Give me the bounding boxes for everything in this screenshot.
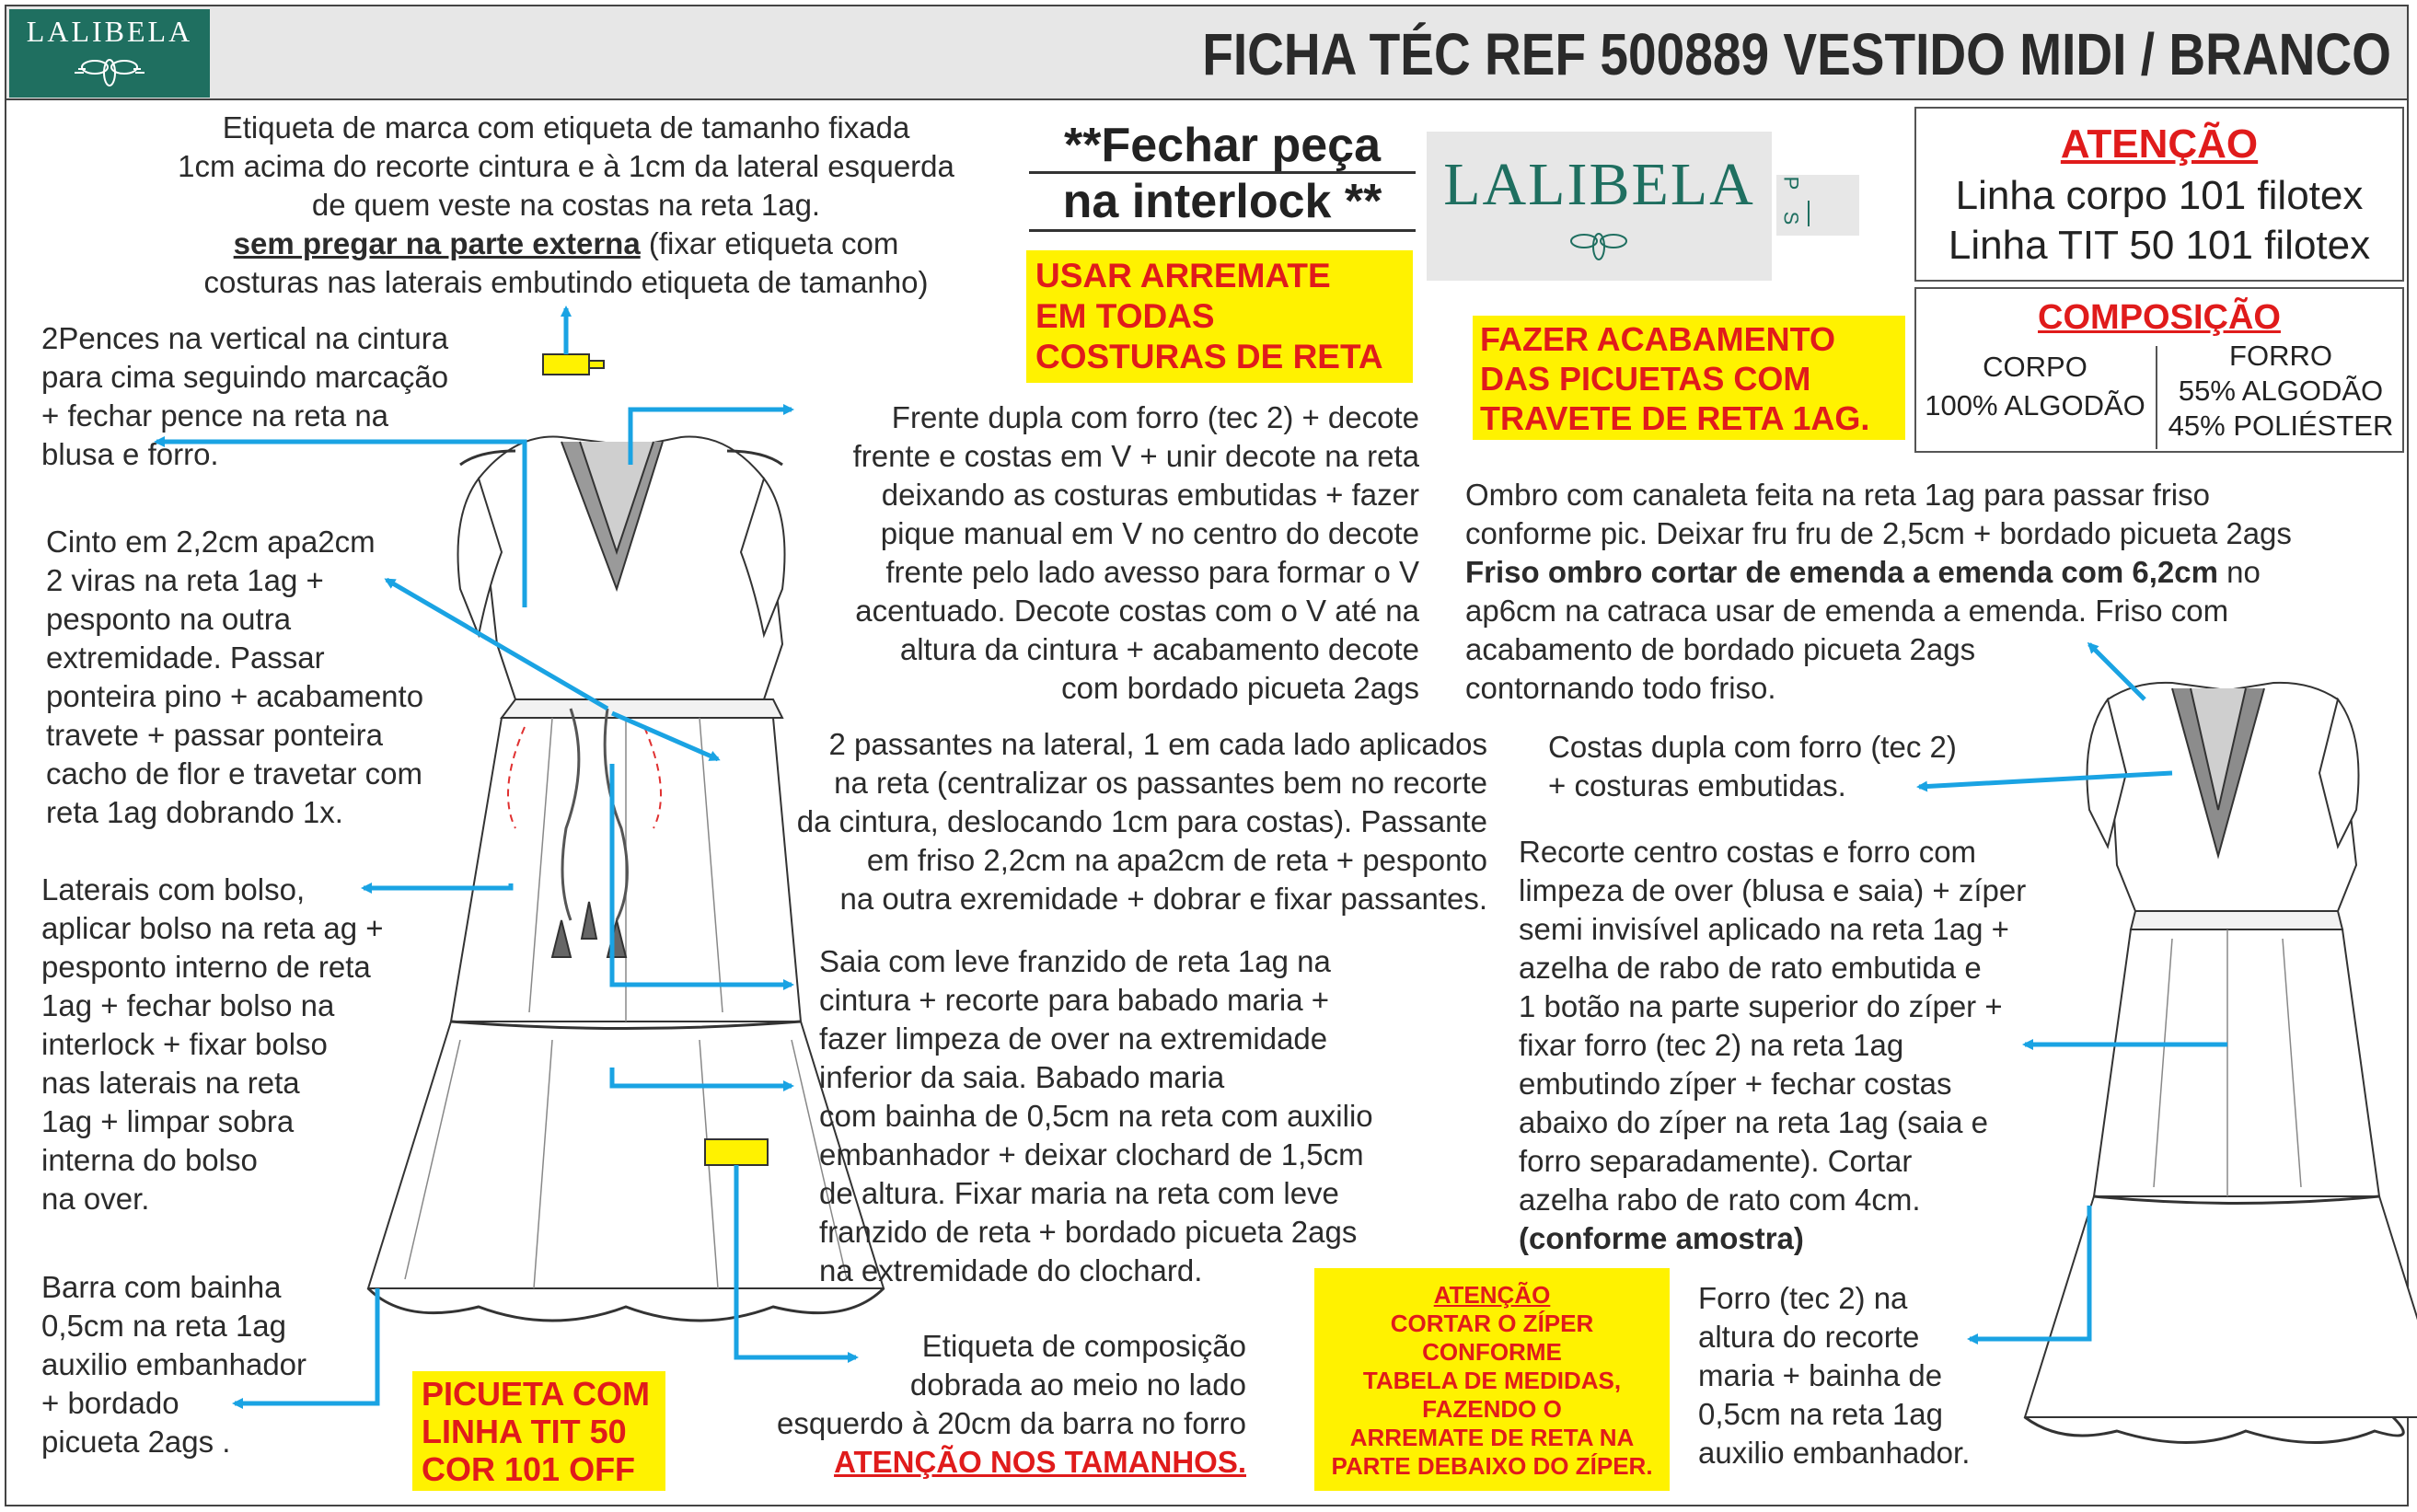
notice-line: PARTE DEBAIXO DO ZÍPER.: [1331, 1452, 1653, 1480]
note-line: extremidade. Passar: [46, 641, 325, 675]
note-etiqueta-composicao: [700, 1327, 1246, 1482]
interlock-line1: **Fechar peça: [1029, 120, 1416, 174]
note-line: deixando as costuras embutidas + fazer: [881, 478, 1419, 512]
note-line: fazer limpeza de over na extremidade: [819, 1021, 1328, 1056]
composition-forro: [2159, 339, 2402, 444]
note-line: frente e costas em V + unir decote na reta: [852, 439, 1419, 473]
page-title: FICHA TÉC REF 500889 VESTIDO MIDI / BRANCO: [1202, 21, 2391, 87]
bee-icon: [1427, 224, 1772, 279]
note-line: 0,5cm na reta 1ag: [41, 1309, 286, 1343]
size-tag-s: S: [1779, 211, 1803, 225]
note-line: limpeza de over (blusa e saia) + zíper: [1519, 873, 2027, 907]
notice-line: FAZER ACABAMENTO: [1480, 320, 1835, 358]
note-line: embanhador + deixar clochard de 1,5cm: [819, 1137, 1364, 1172]
center-logo-text: LALIBELA: [1443, 151, 1755, 218]
note-forro: [1698, 1279, 1970, 1472]
composition-title: COMPOSIÇÃO: [2038, 298, 2281, 337]
corpo-label: CORPO: [1983, 351, 2087, 383]
note-line: reta 1ag dobrando 1x.: [46, 795, 343, 829]
note-line: de altura. Fixar maria na reta com leve: [819, 1176, 1339, 1210]
note-pences: [41, 319, 448, 474]
note-line: Recorte centro costas e forro com: [1519, 835, 1977, 869]
note-line: interlock + fixar bolso: [41, 1027, 328, 1061]
brand-label-swatch: [543, 354, 589, 375]
forro-label: FORRO: [2229, 340, 2332, 372]
notice-line: COSTURAS DE RETA: [1035, 338, 1383, 375]
notice-line: TRAVETE DE RETA 1AG.: [1480, 399, 1870, 437]
notice-line: TABELA DE MEDIDAS,: [1362, 1367, 1622, 1394]
note-line: azelha rabo de rato com 4cm.: [1519, 1183, 1921, 1217]
note-line: Frente dupla com forro (tec 2) + decote: [891, 400, 1419, 434]
zipper-warning: [1314, 1268, 1670, 1491]
center-logo: [1427, 132, 1772, 281]
size-tag-p: P: [1779, 176, 1803, 190]
note-line: travete + passar ponteira: [46, 718, 383, 752]
note-line: forro separadamente). Cortar: [1519, 1144, 1913, 1178]
note-line: fixar forro (tec 2) na reta 1ag: [1519, 1028, 1904, 1062]
note-line: acabamento de bordado picueta 2ags: [1465, 632, 1976, 666]
note-line: inferior da saia. Babado maria: [819, 1060, 1225, 1094]
note-line: nas laterais na reta: [41, 1066, 300, 1100]
note-line: contornando todo friso.: [1465, 671, 1776, 705]
attention-title: ATENÇÃO: [2060, 121, 2259, 167]
note-line: abaixo do zíper na reta 1ag (saia e: [1519, 1105, 1989, 1139]
size-warning: ATENÇÃO NOS TAMANHOS.: [834, 1445, 1246, 1479]
note-line: semi invisível aplicado na reta 1ag +: [1519, 912, 2009, 946]
note-line: acentuado. Decote costas com o V até na: [855, 594, 1419, 628]
attention-box: [1914, 107, 2404, 282]
notice-line: ATENÇÃO: [1433, 1281, 1551, 1309]
note-line: na reta (centralizar os passantes bem no recorte: [834, 766, 1487, 800]
note-line: Saia com leve franzido de reta 1ag na: [819, 944, 1331, 978]
composition-divider: [2156, 346, 2157, 449]
note-line: Barra com bainha: [41, 1270, 282, 1304]
note-line: cacho de flor e travetar com: [46, 756, 423, 791]
note-line: dobrada ao meio no lado: [909, 1368, 1246, 1402]
note-line: costuras nas laterais embutindo etiqueta de tamanho): [203, 265, 929, 299]
size-tag: [1776, 175, 1859, 236]
note-line: aplicar bolso na reta ag +: [41, 911, 384, 945]
note-line: Laterais com bolso,: [41, 872, 306, 906]
note-line: de quem veste na costas na reta 1ag.: [311, 188, 821, 222]
note-laterais: [41, 871, 384, 1218]
note-line: picueta 2ags .: [41, 1425, 231, 1459]
note-line: 1 botão na parte superior do zíper +: [1519, 989, 2003, 1023]
note-line: altura do recorte: [1698, 1320, 1920, 1354]
note-frente: [764, 398, 1419, 708]
composition-box: [1914, 287, 2404, 453]
notice-line: EM TODAS: [1035, 297, 1215, 335]
note-line: na over.: [41, 1182, 150, 1216]
forro-value: 55% ALGODÃO: [2178, 375, 2384, 407]
size-tag-divider: [1808, 201, 1810, 226]
note-line: Cinto em 2,2cm apa2cm: [46, 525, 376, 559]
note-bold: Friso ombro cortar de emenda a emenda com 6,2cm: [1465, 555, 2218, 589]
attention-line: Linha TIT 50 101 filotex: [1948, 223, 2371, 268]
note-line: ap6cm na catraca usar de emenda a emenda. Friso com: [1465, 594, 2229, 628]
note-line: em friso 2,2cm na apa2cm de reta + pesponto: [866, 843, 1487, 877]
notice-line: FAZENDO O: [1422, 1395, 1562, 1423]
note-line: (conforme amostra): [1519, 1221, 1804, 1255]
forro-value: 45% POLIÉSTER: [2168, 410, 2394, 442]
note-line: interna do bolso: [41, 1143, 258, 1177]
note-line: + costuras embutidas.: [1548, 768, 1846, 802]
note-cinto: [46, 523, 423, 832]
note-line: auxilio embanhador: [41, 1347, 307, 1381]
note-line: com bainha de 0,5cm na reta com auxilio: [819, 1099, 1373, 1133]
notice-line: CONFORME: [1422, 1338, 1562, 1366]
note-line: na extremidade do clochard.: [819, 1253, 1203, 1287]
note-line: 0,5cm na reta 1ag: [1698, 1397, 1943, 1431]
attention-line: Linha corpo 101 filotex: [1955, 173, 2364, 218]
note-barra: [41, 1268, 306, 1461]
note-brand-label: [138, 109, 994, 302]
note-saia: [819, 942, 1373, 1290]
note-text: (fixar etiqueta com: [640, 226, 899, 260]
note-ombro: [1465, 476, 2292, 708]
note-line: Costas dupla com forro (tec 2): [1548, 730, 1957, 764]
note-bold: sem pregar na parte externa: [233, 226, 641, 260]
note-text: no: [2217, 555, 2261, 589]
note-passantes: [700, 725, 1487, 918]
note-line: azelha de rabo de rato embutida e: [1519, 951, 1982, 985]
note-line: para cima seguindo marcação: [41, 360, 449, 394]
notice-line: LINHA TIT 50: [422, 1413, 627, 1450]
note-line: ponteira pino + acabamento: [46, 679, 424, 713]
note-line: 1cm acima do recorte cintura e à 1cm da lateral esquerda: [178, 149, 954, 183]
note-line: pesponto interno de reta: [41, 950, 371, 984]
logo-text: LALIBELA: [26, 15, 193, 48]
note-line: auxilio embanhador.: [1698, 1436, 1971, 1470]
note-line: pesponto na outra: [46, 602, 292, 636]
note-line: 2 viras na reta 1ag +: [46, 563, 324, 597]
note-line: Etiqueta de composição: [921, 1329, 1246, 1363]
note-recorte: [1519, 833, 2026, 1258]
notice-line: USAR ARREMATE: [1035, 257, 1331, 294]
note-line: Forro (tec 2) na: [1698, 1281, 1908, 1315]
note-line: da cintura, deslocando 1cm para costas). Passante: [796, 804, 1487, 838]
notice-line: CORTAR O ZÍPER: [1390, 1310, 1594, 1337]
note-line: cintura + recorte para babado maria +: [819, 983, 1329, 1017]
note-line: com bordado picueta 2ags: [1061, 671, 1419, 705]
note-line: maria + bainha de: [1698, 1358, 1943, 1392]
interlock-notice: [1029, 120, 1416, 232]
note-line: esquerdo à 20cm da barra no forro: [777, 1406, 1246, 1440]
note-line: + fechar pence na reta na: [41, 398, 389, 433]
note-line: 1ag + fechar bolso na: [41, 988, 335, 1022]
note-line: embutindo zíper + fechar costas: [1519, 1067, 1952, 1101]
note-line: 1ag + limpar sobra: [41, 1104, 295, 1138]
notice-line: COR 101 OFF: [422, 1450, 636, 1488]
notice-line: ARREMATE DE RETA NA: [1349, 1424, 1635, 1451]
note-line: na outra exremidade + dobrar e fixar passantes.: [839, 882, 1487, 916]
notice-line: DAS PICUETAS COM: [1480, 360, 1811, 398]
notice-line: PICUETA COM: [422, 1375, 650, 1413]
interlock-line2: na interlock **: [1029, 174, 1416, 232]
back-dress-sketch: [2025, 683, 2417, 1443]
note-line: 2 passantes na lateral, 1 em cada lado aplicados: [828, 727, 1487, 761]
note-line: conforme pic. Deixar fru fru de 2,5cm + bordado picueta 2ags: [1465, 516, 2292, 550]
picueta-thread-notice: [412, 1371, 665, 1491]
note-costas: [1548, 728, 1957, 805]
note-line: [138, 225, 994, 263]
note-line: [1465, 553, 2292, 592]
note-line: Ombro com canaleta feita na reta 1ag para passar friso: [1465, 478, 2210, 512]
note-line: 2Pences na vertical na cintura: [41, 321, 449, 355]
picuetas-notice: [1473, 316, 1905, 440]
corpo-value: 100% ALGODÃO: [1925, 389, 2145, 421]
note-line: Etiqueta de marca com etiqueta de tamanho fixada: [222, 110, 910, 144]
note-line: altura da cintura + acabamento decote: [899, 632, 1419, 666]
note-line: franzido de reta + bordado picueta 2ags: [819, 1215, 1358, 1249]
note-line: frente pelo lado avesso para formar o V: [885, 555, 1419, 589]
composition-corpo: [1916, 348, 2154, 425]
note-line: pique manual em V no centro do decote: [880, 516, 1419, 550]
note-line: blusa e forro.: [41, 437, 219, 471]
arremate-notice: [1026, 250, 1413, 383]
composition-label-swatch: [705, 1139, 768, 1165]
note-line: + bordado: [41, 1386, 179, 1420]
